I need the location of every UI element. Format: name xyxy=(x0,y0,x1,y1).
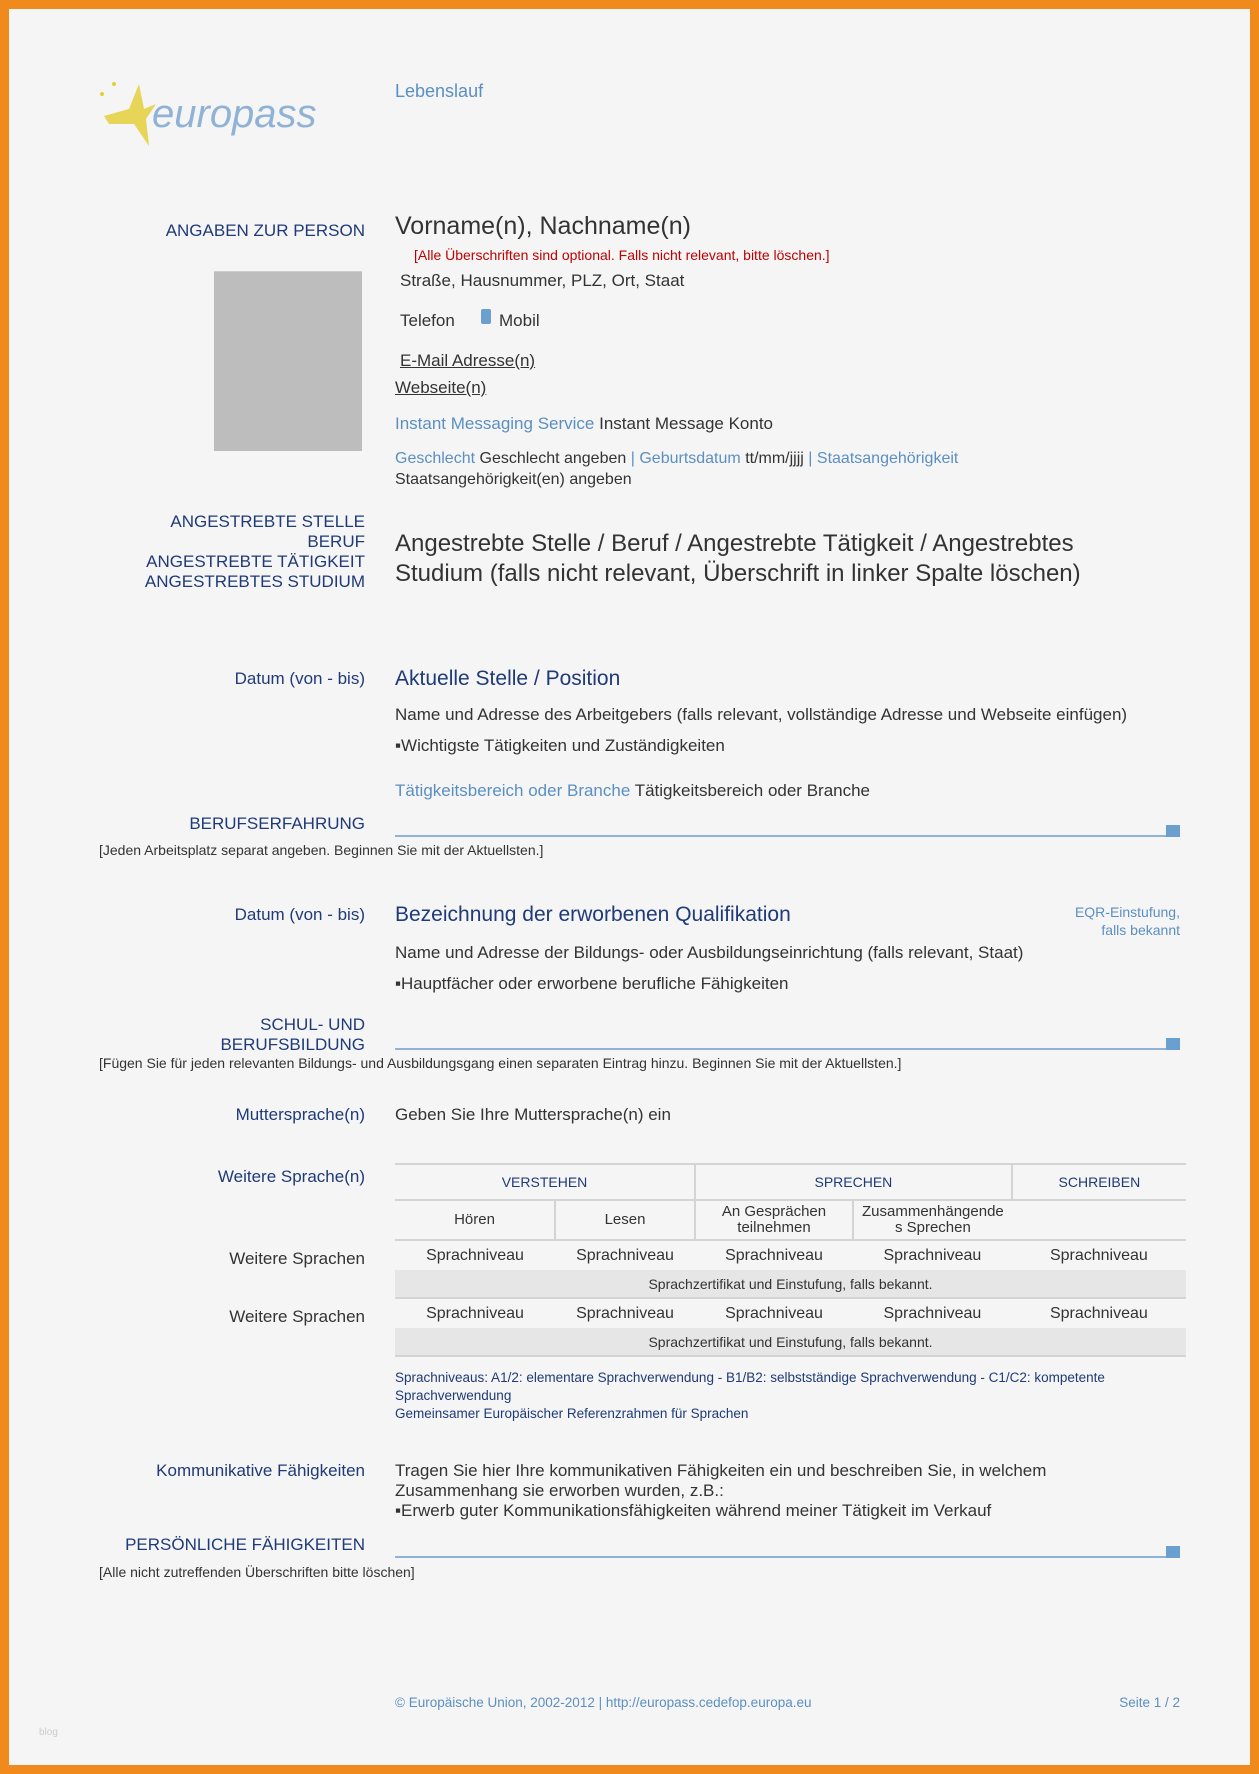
language-row-label: Weitere Sprachen xyxy=(229,1307,365,1326)
comm-bullet: ▪Erwerb guter Kommunikationsfähigkeiten während meiner Tätigkeit im Verkauf xyxy=(395,1501,992,1520)
im-row xyxy=(395,414,773,434)
birth-value[interactable]: tt/mm/jjjj xyxy=(745,450,804,467)
work-note: [Jeden Arbeitsplatz separat angeben. Beginnen Sie mit der Aktuellsten.] xyxy=(99,842,544,858)
work-bullet[interactable]: ▪Wichtigste Tätigkeiten und Zuständigkeiten xyxy=(395,736,725,755)
language-row-label: Weitere Sprachen xyxy=(229,1249,365,1268)
communication-text[interactable] xyxy=(395,1461,1046,1521)
page-number: Seite 1 / 2 xyxy=(1119,1695,1180,1710)
square-marker-icon xyxy=(1166,1038,1180,1050)
sector-label: Tätigkeitsbereich oder Branche xyxy=(395,781,631,800)
optional-note: [Alle Überschriften sind optional. Falls nicht relevant, bitte löschen.] xyxy=(414,247,830,263)
cv-page xyxy=(9,9,1250,1765)
nationality-label: Staatsangehörigkeit xyxy=(816,450,959,467)
mobile-number[interactable]: Mobil xyxy=(499,311,540,330)
level-cell[interactable]: Sprachniveau xyxy=(426,1304,524,1322)
bullet-text: Erwerb guter Kommunikationsfähigkeiten während meiner Tätigkeit im Verkauf xyxy=(401,1501,992,1520)
sub-reading: Lesen xyxy=(555,1200,695,1240)
im-value[interactable]: Instant Message Konto xyxy=(599,414,774,433)
certificate-cell[interactable]: Sprachzertifikat und Einstufung, falls bekannt. xyxy=(395,1328,1186,1356)
target-line: Angestrebte Stelle / Beruf / Angestrebte Tätigkeit / Angestrebtes xyxy=(395,530,1074,557)
nationality-value[interactable]: Staatsangehörigkeit(en) angeben xyxy=(395,471,632,488)
gender-label: Geschlecht xyxy=(395,450,476,467)
eqr-text: falls bekannt xyxy=(1101,922,1180,938)
level-cell[interactable]: Sprachniveau xyxy=(1049,1304,1148,1322)
target-label: ANGESTREBTE TÄTIGKEIT xyxy=(146,552,365,571)
watermark: blog xyxy=(39,1727,58,1738)
legend-text: Sprachverwendung xyxy=(395,1388,512,1403)
level-cell[interactable]: Sprachniveau xyxy=(576,1246,674,1264)
eqr-level xyxy=(1075,903,1180,939)
language-table xyxy=(395,1163,1186,1357)
level-cell[interactable]: Sprachniveau xyxy=(725,1304,823,1322)
target-position[interactable] xyxy=(395,529,1081,589)
section-divider xyxy=(395,1556,1180,1558)
header-speaking: SPRECHEN xyxy=(695,1164,1012,1200)
comm-line: Tragen Sie hier Ihre kommunikativen Fähigkeiten ein und beschreiben Sie, in welchem xyxy=(395,1461,1047,1480)
personal-details-row xyxy=(395,450,958,468)
sub-production: Zusammenhängende s Sprechen xyxy=(853,1200,1012,1240)
cefr-link[interactable]: Gemeinsamer Europäischer Referenzrahmen für Sprachen xyxy=(395,1406,749,1421)
target-label: BERUF xyxy=(307,532,365,551)
im-label: Instant Messaging Service xyxy=(395,414,595,433)
section-personal: ANGABEN ZUR PERSON xyxy=(165,221,365,240)
photo-placeholder[interactable] xyxy=(214,271,362,451)
target-line: Studium (falls nicht relevant, Überschrift in linker Spalte löschen) xyxy=(395,560,1081,587)
separator: | xyxy=(808,450,813,467)
website-link[interactable]: Webseite(n) xyxy=(395,378,487,397)
europass-logo: europass xyxy=(94,74,354,154)
email-link[interactable]: E-Mail Adresse(n) xyxy=(400,351,536,370)
section-work: BERUFSERFAHRUNG xyxy=(189,814,365,833)
separator: | xyxy=(630,450,635,467)
bullet-text: Hauptfächer oder erworbene berufliche Fähigkeiten xyxy=(401,974,789,993)
edu-date: Datum (von - bis) xyxy=(234,905,365,924)
header-understanding: VERSTEHEN xyxy=(395,1164,695,1200)
language-legend xyxy=(395,1369,1105,1423)
section-personal-skills: PERSÖNLICHE FÄHIGKEITEN xyxy=(125,1535,365,1554)
other-languages-label: Weitere Sprache(n) xyxy=(217,1167,365,1186)
level-cell[interactable]: Sprachniveau xyxy=(426,1246,524,1264)
edu-note: [Fügen Sie für jeden relevanten Bildungs- und Ausbildungsgang einen separaten Eintrag hinzu. Beginnen Sie mit der Aktuellsten.] xyxy=(99,1055,902,1071)
section-target xyxy=(145,512,365,592)
communication-label: Kommunikative Fähigkeiten xyxy=(156,1461,365,1480)
eqr-text: EQR-Einstufung, xyxy=(1074,904,1180,920)
certificate-cell[interactable]: Sprachzertifikat und Einstufung, falls bekannt. xyxy=(395,1270,1186,1298)
gender-value[interactable]: Geschlecht angeben xyxy=(479,450,627,467)
square-marker-icon xyxy=(1166,1546,1180,1558)
work-title[interactable]: Aktuelle Stelle / Position xyxy=(395,667,621,690)
mother-tongue-label: Muttersprache(n) xyxy=(235,1105,365,1124)
comm-line: Zusammenhang sie erworben wurden, z.B.: xyxy=(395,1481,724,1500)
level-cell[interactable]: Sprachniveau xyxy=(883,1246,982,1264)
institution[interactable]: Name und Adresse der Bildungs- oder Ausbildungseinrichtung (falls relevant, Staat) xyxy=(395,943,1024,962)
level-cell[interactable]: Sprachniveau xyxy=(576,1304,674,1322)
sector-row xyxy=(395,781,870,801)
sector-value[interactable]: Tätigkeitsbereich oder Branche xyxy=(634,781,871,800)
work-date: Datum (von - bis) xyxy=(234,669,365,688)
employer[interactable]: Name und Adresse des Arbeitgebers (falls relevant, vollständige Adresse und Webseite einfügen) xyxy=(395,705,1128,724)
birth-label: Geburtsdatum xyxy=(639,450,741,467)
edu-bullet[interactable]: ▪Hauptfächer oder erworbene berufliche Fähigkeiten xyxy=(395,974,789,993)
level-cell[interactable]: Sprachniveau xyxy=(725,1246,823,1264)
phone-label: Telefon xyxy=(400,311,455,330)
bullet-text: Wichtigste Tätigkeiten und Zuständigkeiten xyxy=(401,736,725,755)
target-label: ANGESTREBTES STUDIUM xyxy=(144,572,365,591)
skills-note: [Alle nicht zutreffenden Überschriften bitte löschen] xyxy=(99,1564,415,1580)
square-marker-icon xyxy=(1166,825,1180,837)
edu-title[interactable]: Bezeichnung der erworbenen Qualifikation xyxy=(395,903,791,926)
section-education xyxy=(220,1015,365,1055)
section-text: BERUFSBILDUNG xyxy=(220,1035,365,1054)
level-cell[interactable]: Sprachniveau xyxy=(1049,1246,1148,1264)
footer-copyright[interactable]: © Europäische Union, 2002-2012 | http://europass.cedefop.europa.eu xyxy=(395,1695,812,1710)
person-name[interactable]: Vorname(n), Nachname(n) xyxy=(395,212,691,240)
section-divider xyxy=(395,835,1180,837)
mother-tongue-value[interactable]: Geben Sie Ihre Muttersprache(n) ein xyxy=(395,1105,671,1124)
mobile-icon xyxy=(481,309,491,324)
section-text: SCHUL- UND xyxy=(260,1015,365,1034)
doc-title: Lebenslauf xyxy=(395,81,484,101)
target-label: ANGESTREBTE STELLE xyxy=(170,512,365,531)
legend-text: Sprachniveaus: A1/2: elementare Sprachverwendung - B1/B2: selbstständige Sprachverwendung - C1/C2: kompetente xyxy=(395,1370,1105,1385)
level-cell[interactable]: Sprachniveau xyxy=(883,1304,982,1322)
sub-interaction: An Gesprächen teilnehmen xyxy=(695,1200,853,1240)
section-divider xyxy=(395,1048,1180,1050)
header-writing: SCHREIBEN xyxy=(1012,1164,1186,1200)
sub-listening: Hören xyxy=(395,1200,555,1240)
address[interactable]: Straße, Hausnummer, PLZ, Ort, Staat xyxy=(400,271,685,290)
